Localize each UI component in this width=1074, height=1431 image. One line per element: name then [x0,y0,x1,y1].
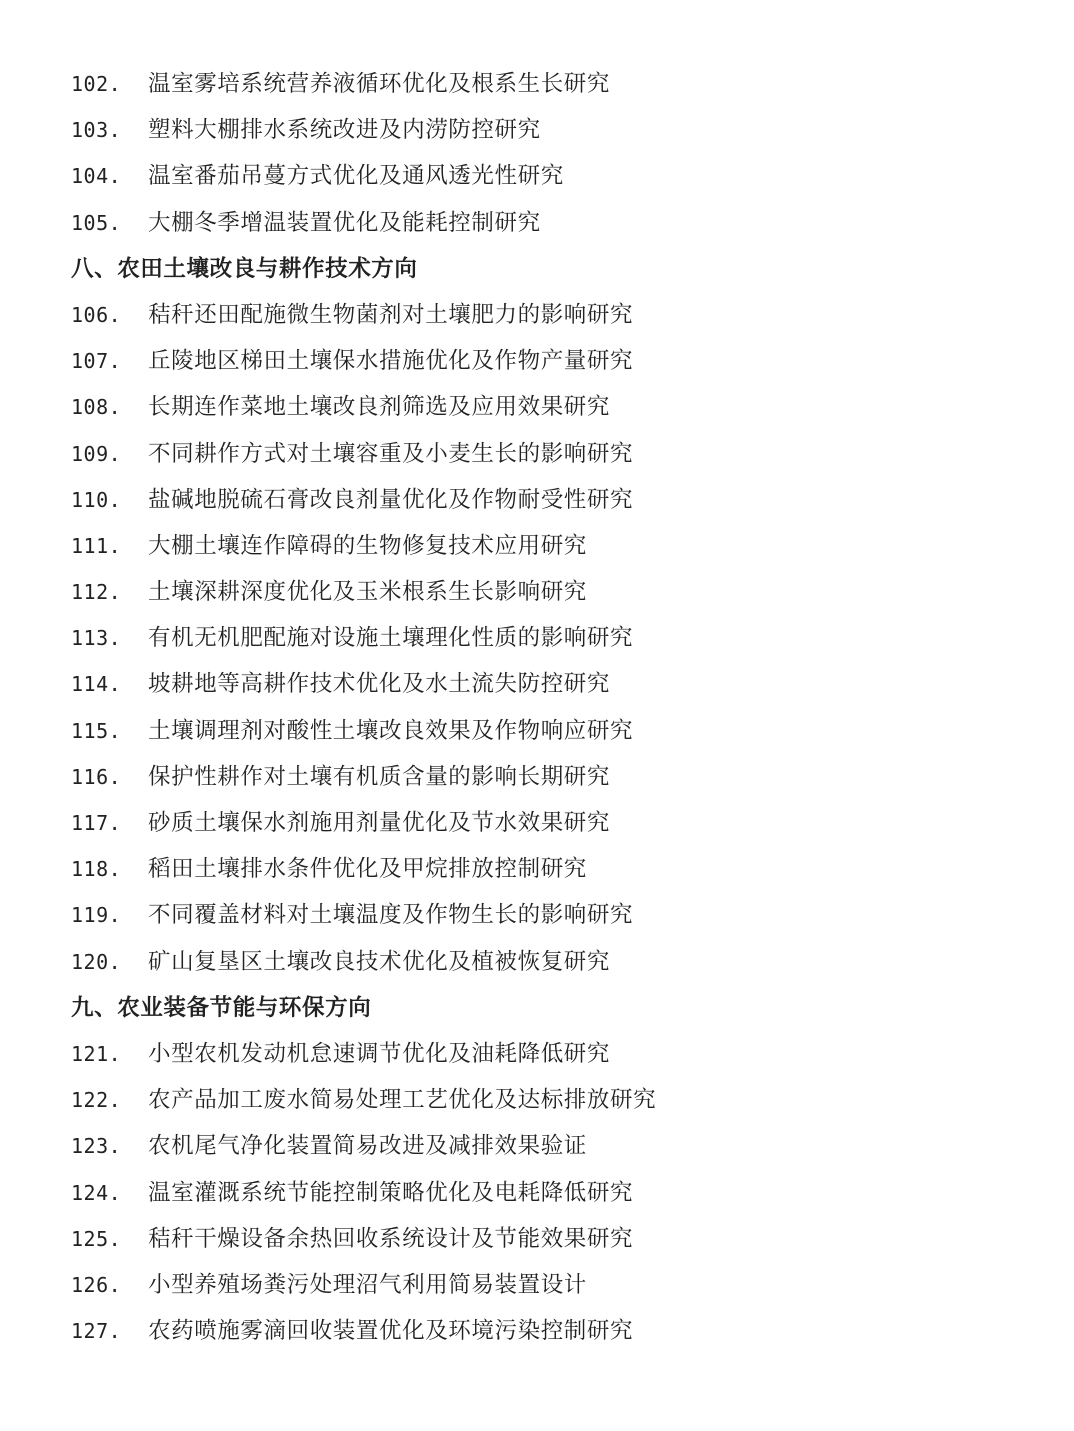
list-item-title: 大棚冬季增温装置优化及能耗控制研究 [148,209,541,236]
list-item-number: 111. [71,533,122,558]
list-item-title: 农药喷施雾滴回收装置优化及环境污染控制研究 [148,1318,634,1345]
list-item [0,569,1074,615]
list-item [0,1077,1074,1123]
list-item [0,661,1074,707]
list-item-title: 农产品加工废水简易处理工艺优化及达标排放研究 [148,1087,657,1114]
list-item [0,477,1074,523]
list-item-number: 118. [71,857,122,882]
list-item-number: 113. [71,626,122,651]
list-item-title: 矿山复垦区土壤改良技术优化及植被恢复研究 [148,948,611,975]
list-item-title: 长期连作菜地土壤改良剂筛选及应用效果研究 [148,394,611,421]
list-item-title: 农机尾气净化装置简易改进及减排效果验证 [148,1133,587,1160]
list-item-title: 稻田土壤排水条件优化及甲烷排放控制研究 [148,856,587,883]
list-item-title: 土壤深耕深度优化及玉米根系生长影响研究 [148,579,587,606]
list-item [0,892,1074,938]
list-item-title: 丘陵地区梯田土壤保水措施优化及作物产量研究 [148,348,634,375]
list-item [0,615,1074,661]
list-item-number: 121. [71,1041,122,1066]
list-item-title: 秸秆干燥设备余热回收系统设计及节能效果研究 [148,1225,634,1252]
list-item-number: 104. [71,164,122,189]
list-item-number: 102. [71,72,122,96]
list-item [0,1262,1074,1308]
list-item-title: 土壤调理剂对酸性土壤改良效果及作物响应研究 [148,717,634,744]
list-item [0,431,1074,477]
list-item [0,1308,1074,1354]
list-item-title: 温室灌溉系统节能控制策略优化及电耗降低研究 [148,1179,634,1206]
list-item-number: 106. [71,302,122,327]
list-item [0,107,1074,153]
list-item-number: 112. [71,580,122,605]
list-item-number: 105. [71,210,122,235]
list-item-number: 127. [71,1319,122,1344]
list-item-title: 温室雾培系统营养液循环优化及根系生长研究 [148,71,611,97]
list-item-title: 大棚土壤连作障碍的生物修复技术应用研究 [148,532,587,559]
list-item [0,708,1074,754]
list-item [0,384,1074,430]
list-item-title: 塑料大棚排水系统改进及内涝防控研究 [148,117,541,144]
list-item-number: 116. [71,764,122,789]
list-item [0,153,1074,199]
list-item-number: 120. [71,949,122,974]
list-item-number: 115. [71,718,122,743]
section-heading-text: 九、农业装备节能与环保方向 [71,994,372,1021]
section-heading-text: 八、农田土壤改良与耕作技术方向 [71,255,418,282]
list-item [0,338,1074,384]
list-item-title: 盐碱地脱硫石膏改良剂量优化及作物耐受性研究 [148,486,634,513]
list-item-number: 114. [71,672,122,697]
list-item-number: 122. [71,1088,122,1113]
list-item [0,1123,1074,1169]
document-body [0,61,1074,1354]
list-item [0,523,1074,569]
list-item-title: 不同覆盖材料对土壤温度及作物生长的影响研究 [148,902,634,929]
list-item-title: 保护性耕作对土壤有机质含量的影响长期研究 [148,763,611,790]
list-item-number: 126. [71,1272,122,1297]
list-item-title: 小型农机发动机怠速调节优化及油耗降低研究 [148,1040,611,1067]
list-item-title: 小型养殖场粪污处理沼气利用简易装置设计 [148,1271,587,1298]
list-item-number: 108. [71,395,122,420]
list-item-number: 119. [71,903,122,928]
list-item-title: 坡耕地等高耕作技术优化及水土流失防控研究 [148,671,611,698]
list-item [0,846,1074,892]
list-item-number: 109. [71,441,122,466]
list-item-title: 有机无机肥配施对设施土壤理化性质的影响研究 [148,625,634,652]
list-item-title: 温室番茄吊蔓方式优化及通风透光性研究 [148,163,564,190]
list-item-title: 秸秆还田配施微生物菌剂对土壤肥力的影响研究 [148,301,634,328]
list-item-number: 125. [71,1226,122,1251]
list-item-number: 124. [71,1180,122,1205]
list-item-number: 110. [71,487,122,512]
list-item-title: 不同耕作方式对土壤容重及小麦生长的影响研究 [148,440,634,467]
list-item [0,939,1074,985]
list-item-number: 117. [71,811,122,835]
list-item [0,1216,1074,1262]
list-item [0,200,1074,246]
list-item [0,1170,1074,1216]
list-item-title: 砂质土壤保水剂施用剂量优化及节水效果研究 [148,810,611,836]
section-heading [0,246,1074,292]
list-item [0,1031,1074,1077]
list-item [0,754,1074,800]
list-item [0,292,1074,338]
list-item-number: 103. [71,118,122,143]
list-item [0,61,1074,107]
list-item [0,800,1074,846]
list-item-number: 123. [71,1134,122,1159]
section-heading [0,985,1074,1031]
list-item-number: 107. [71,349,122,374]
